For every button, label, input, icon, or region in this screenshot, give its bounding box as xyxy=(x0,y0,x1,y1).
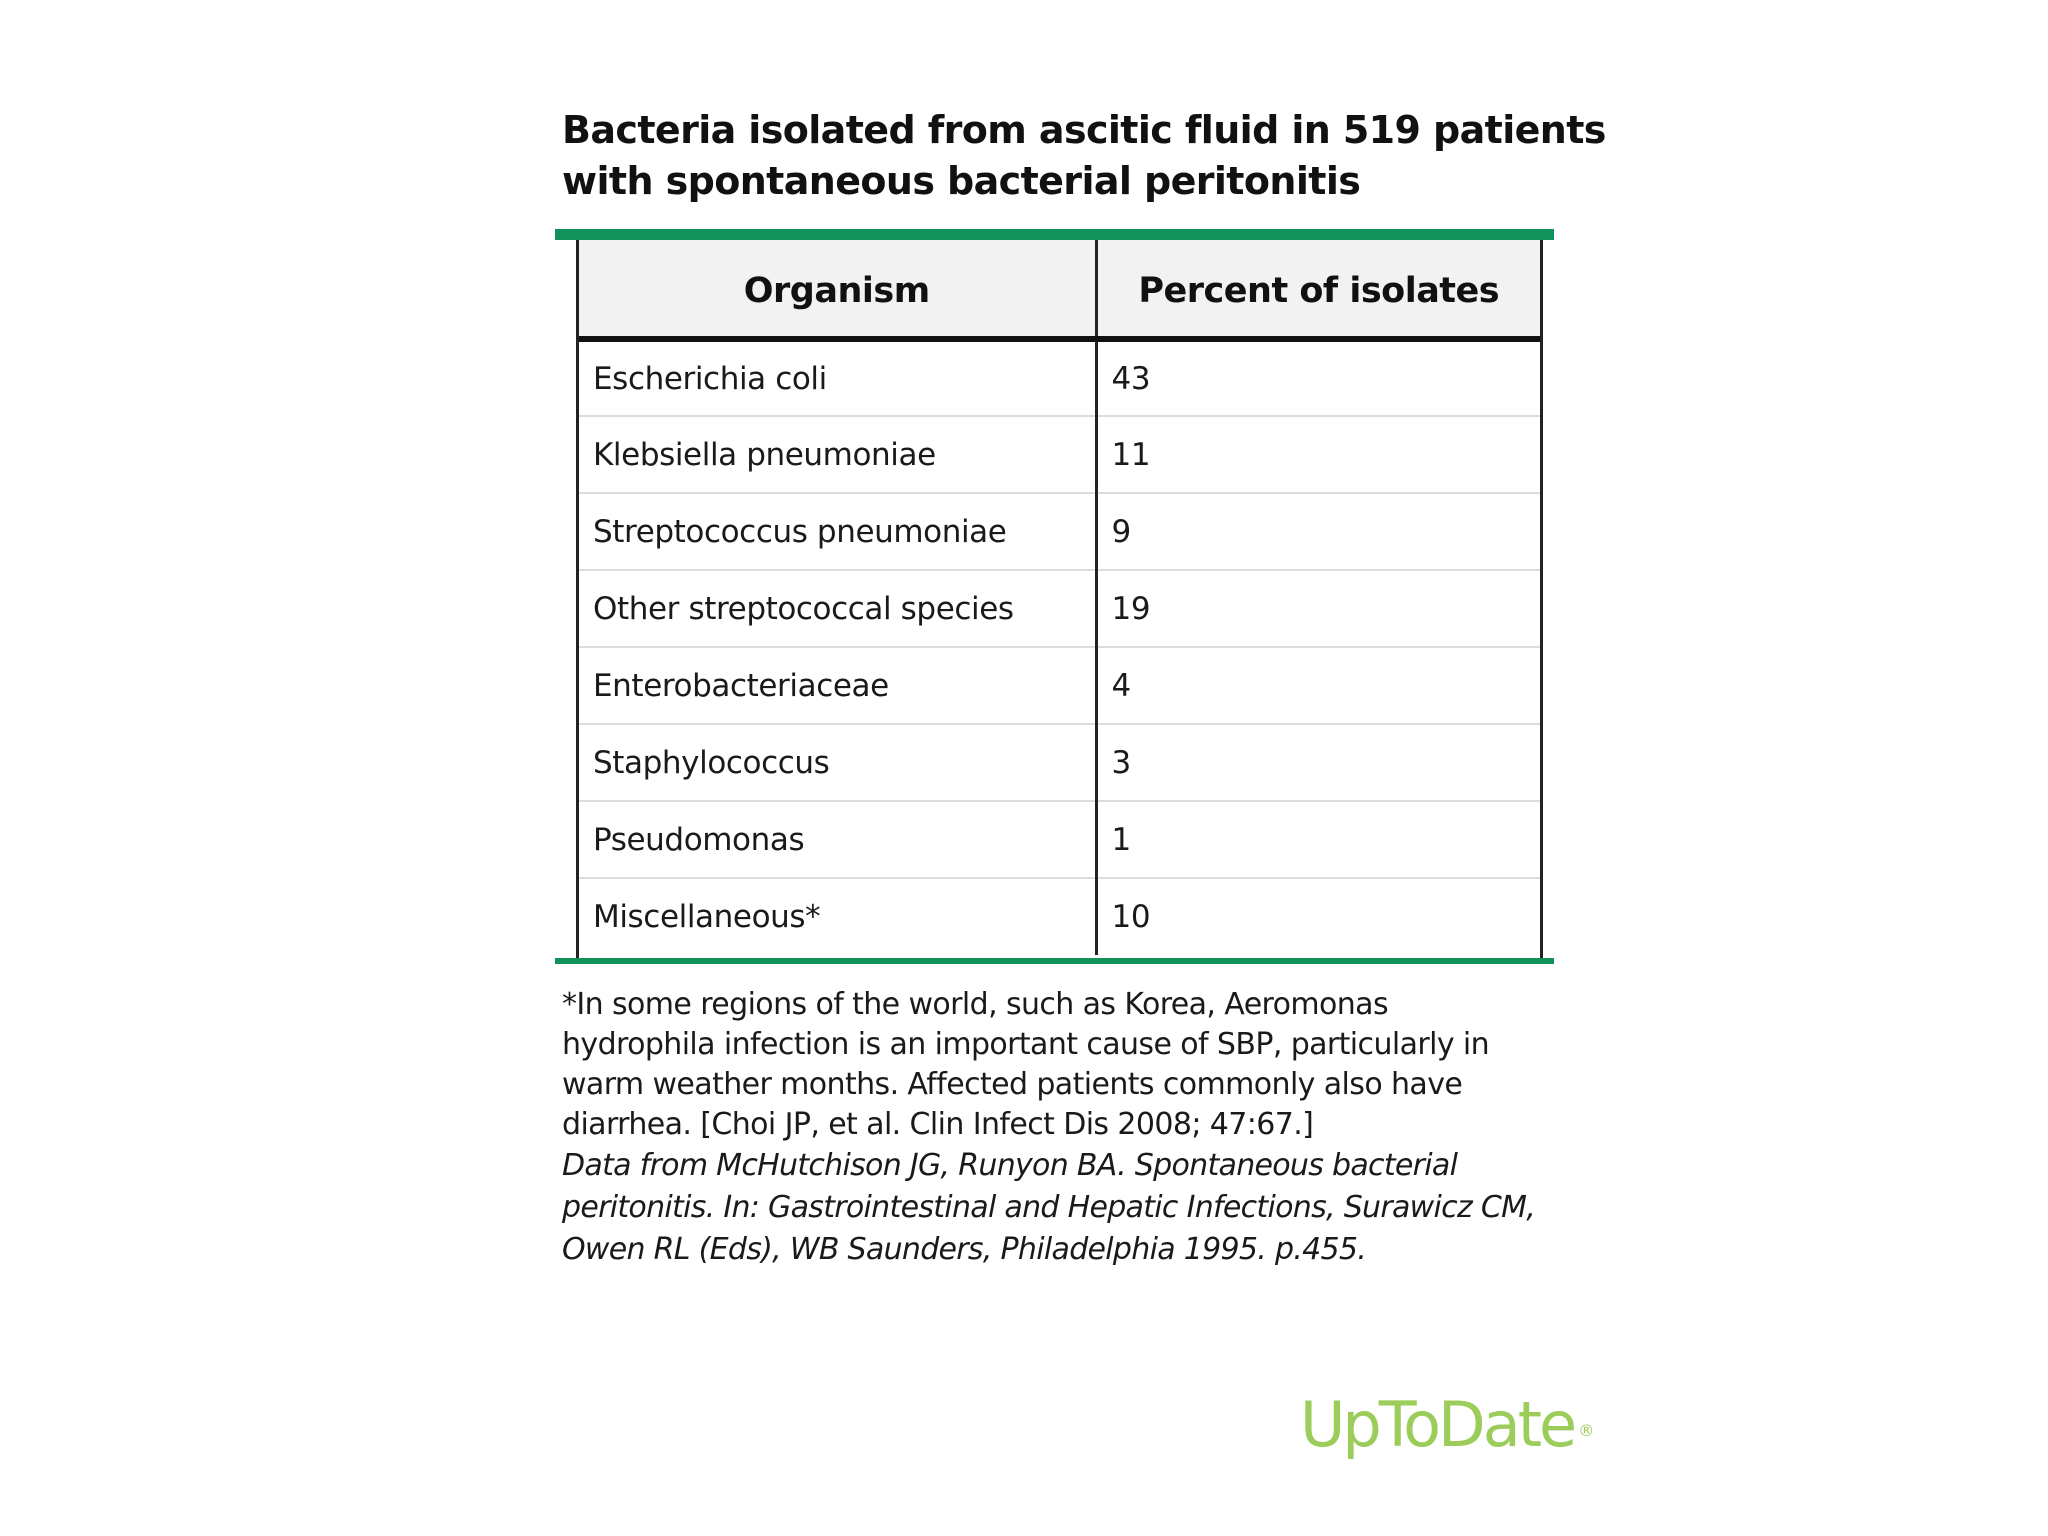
percent-cell: 19 xyxy=(1096,570,1540,647)
organism-cell: Escherichia coli xyxy=(579,339,1096,416)
column-header-organism: Organism xyxy=(579,240,1096,339)
source-citation xyxy=(562,1145,1536,1271)
organism-cell: Klebsiella pneumoniae xyxy=(579,416,1096,493)
isolates-table xyxy=(576,240,1543,961)
table-row xyxy=(579,647,1540,724)
percent-cell: 9 xyxy=(1096,493,1540,570)
top-accent-rule xyxy=(555,229,1554,240)
percent-cell: 1 xyxy=(1096,801,1540,878)
footnote xyxy=(562,985,1502,1145)
table-row xyxy=(579,724,1540,801)
footnote-line: diarrhea. [Choi JP, et al. Clin Infect Dis 2008; 47:67.] xyxy=(562,1107,1314,1142)
source-line: peritonitis. In: Gastrointestinal and Hepatic Infections, Surawicz CM, xyxy=(562,1190,1536,1225)
percent-cell: 3 xyxy=(1096,724,1540,801)
uptodate-logo-text: UpToDate xyxy=(1300,1388,1575,1461)
table-row xyxy=(579,570,1540,647)
table-header-row xyxy=(579,240,1540,339)
organism-cell: Enterobacteriaceae xyxy=(579,647,1096,724)
column-header-percent: Percent of isolates xyxy=(1096,240,1540,339)
table-row xyxy=(579,339,1540,416)
source-line: Data from McHutchison JG, Runyon BA. Spontaneous bacterial xyxy=(562,1148,1458,1183)
organism-cell: Pseudomonas xyxy=(579,801,1096,878)
figure-title-line-2: with spontaneous bacterial peritonitis xyxy=(562,159,1361,203)
percent-cell: 43 xyxy=(1096,339,1540,416)
footnote-line: hydrophila infection is an important cause of SBP, particularly in xyxy=(562,1027,1490,1062)
source-line: Owen RL (Eds), WB Saunders, Philadelphia 1995. p.455. xyxy=(562,1232,1367,1267)
table-row xyxy=(579,801,1540,878)
percent-cell: 11 xyxy=(1096,416,1540,493)
figure-title xyxy=(562,105,1606,207)
table-row xyxy=(579,493,1540,570)
footnote-line: *In some regions of the world, such as Korea, Aeromonas xyxy=(562,987,1388,1022)
organism-cell: Streptococcus pneumoniae xyxy=(579,493,1096,570)
table-row xyxy=(579,878,1540,955)
figure-title-line-1: Bacteria isolated from ascitic fluid in 519 patients xyxy=(562,108,1606,152)
percent-cell: 10 xyxy=(1111,899,1151,935)
percent-cell: 4 xyxy=(1096,647,1540,724)
organism-cell: Other streptococcal species xyxy=(579,570,1096,647)
isolates-table-grid xyxy=(579,240,1540,955)
organism-cell: Staphylococcus xyxy=(579,724,1096,801)
uptodate-logo xyxy=(1300,1390,1594,1460)
bottom-accent-rule xyxy=(555,958,1554,964)
table-row xyxy=(579,416,1540,493)
registered-mark: ® xyxy=(1578,1421,1595,1440)
organism-cell: Miscellaneous* xyxy=(579,878,1096,955)
footnote-line: warm weather months. Affected patients commonly also have xyxy=(562,1067,1463,1102)
